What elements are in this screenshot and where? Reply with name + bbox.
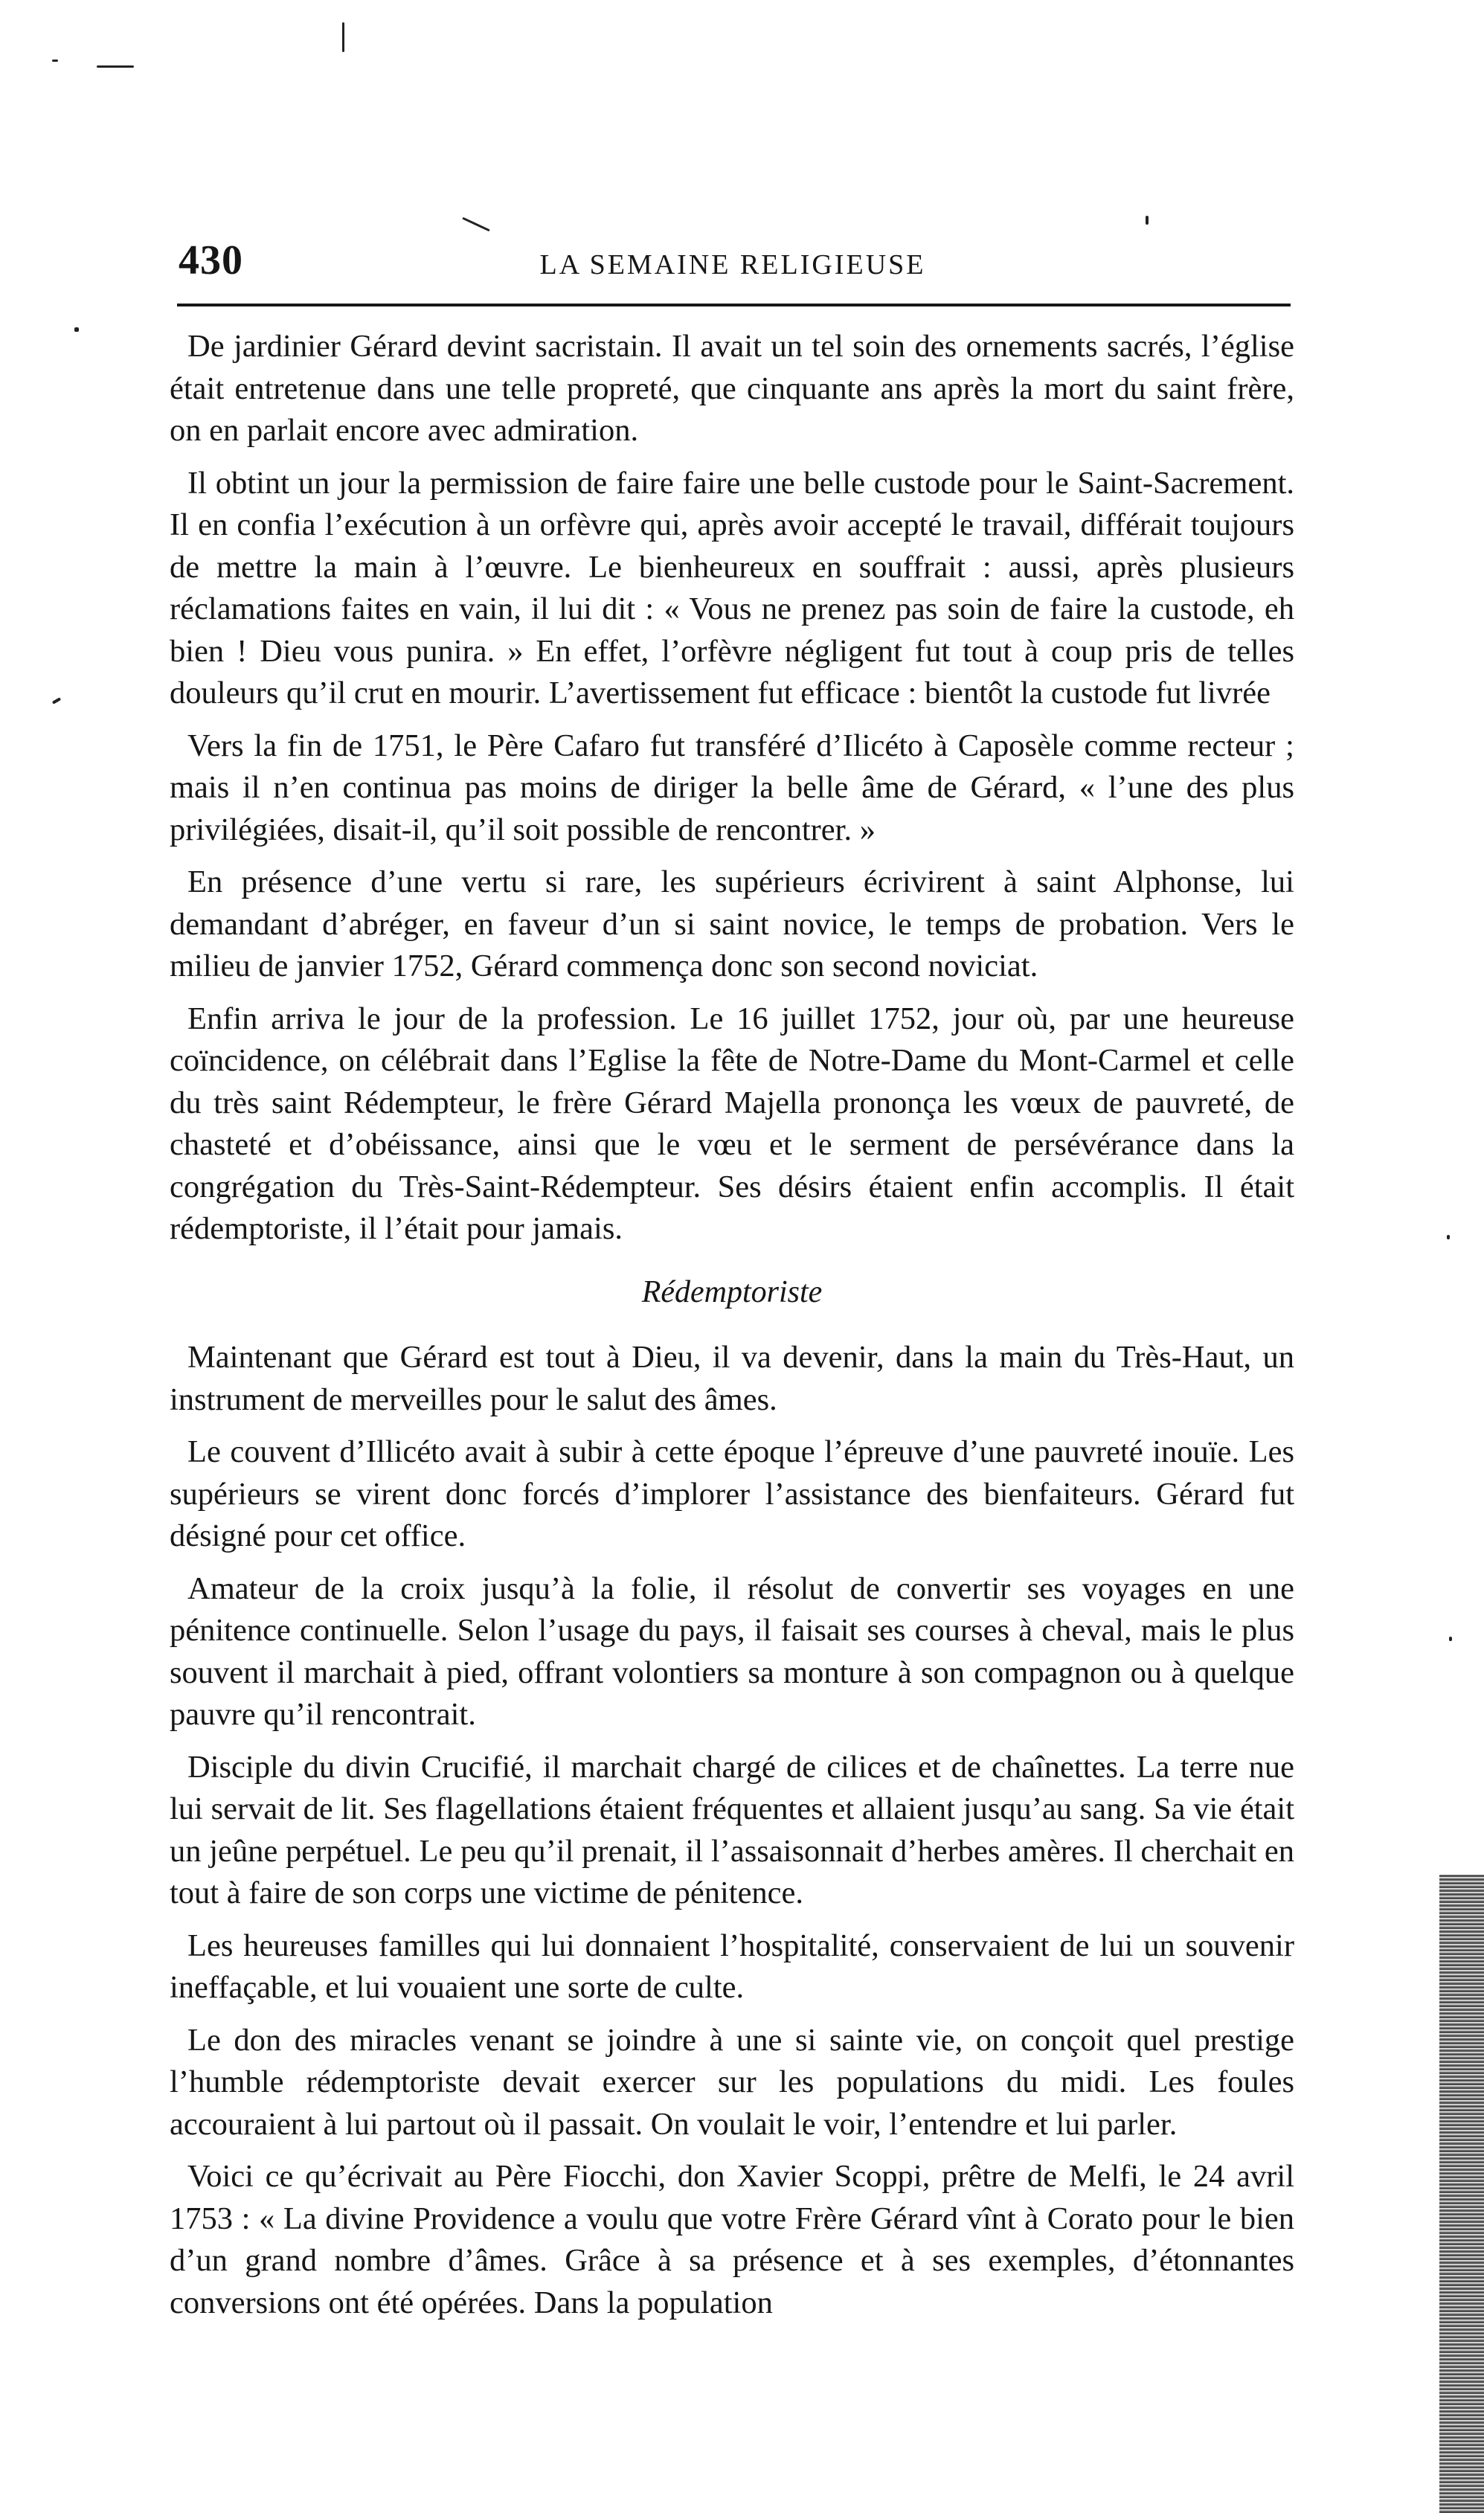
paragraph: Le couvent d’Illicéto avait à subir à cette époque l’épreuve d’une pauvreté inouïe. Les supérieurs se virent donc forcés d’implorer l’assistance des bienfaiteurs. Gérard fut désigné pour cet office. [170, 1434, 1294, 1553]
paragraph: En présence d’une vertu si rare, les supérieurs écrivirent à saint Alphonse, lui demandant d’abréger, en faveur d’un si saint novice, le temps de probation. Vers le milieu de janvier 1752, Gérard commença donc son second noviciat. [170, 864, 1294, 983]
page-header [179, 237, 1287, 289]
scan-speck [1447, 1235, 1450, 1239]
paragraph: Voici ce qu’écrivait au Père Fiocchi, don Xavier Scoppi, prêtre de Melfi, le 24 avril 1753 : « La divine Providence a voulu que votre Frère Gérard vînt à Corato pour le bien d’un grand nombre d’âmes. Grâce à sa présence et à ses exemples, d’étonnantes conversions ont été opérées. Dans la population [170, 2159, 1294, 2320]
scan-speck [342, 22, 344, 52]
scan-speck [52, 60, 58, 62]
paragraph: De jardinier Gérard devint sacristain. Il avait un tel soin des ornements sacrés, l’église était entretenue dans une telle propreté, que cinquante ans après la mort du saint frère, on en parlait encore avec admiration. [170, 329, 1294, 448]
scan-speck [1449, 1637, 1452, 1641]
header-rule [177, 304, 1291, 306]
paragraph: Maintenant que Gérard est tout à Dieu, il va devenir, dans la main du Très-Haut, un instrument de merveilles pour le salut des âmes. [170, 1340, 1294, 1417]
body-text [170, 326, 1294, 2334]
scan-speck [74, 327, 79, 332]
paragraph: Disciple du divin Crucifié, il marchait chargé de cilices et de chaînettes. La terre nue lui servait de lit. Ses flagellations étaient fréquentes et allaient jusqu’au sang. Sa vie était un jeûne perpétuel. Le peu qu’il prenait, il l’assaisonnait d’herbes amères. Il cherchait en tout à faire de son corps une victime de pénitence. [170, 1749, 1294, 1910]
paragraph: Les heureuses familles qui lui donnaient l’hospitalité, conservaient de lui un souvenir ineffaçable, et lui vouaient une sorte de culte. [170, 1928, 1294, 2005]
paragraph: Amateur de la croix jusqu’à la folie, il résolut de convertir ses voyages en une pénitence continuelle. Selon l’usage du pays, il faisait ses courses à cheval, mais le plus souvent il marchait à pied, offrant volontiers sa monture à son compagnon ou à quelque pauvre qu’il rencontrait. [170, 1570, 1294, 1732]
scan-speck [1146, 216, 1149, 225]
section-heading: Rédemptoriste [641, 1274, 823, 1309]
paragraph: Vers la fin de 1751, le Père Cafaro fut transféré d’Ilicéto à Caposèle comme recteur ; mais il n’en continua pas moins de diriger la belle âme de Gérard, « l’une des plus privilégiées, disait-il, qu’il soit possible de rencontrer. » [170, 728, 1294, 847]
scan-speck [97, 65, 134, 68]
running-title: LA SEMAINE RELIGIEUSE [539, 249, 926, 280]
paragraph: Il obtint un jour la permission de faire faire une belle custode pour le Saint-Sacrement. Il en confia l’exécution à un orfèvre qui, après avoir accepté le travail, différait toujours de mettre la main à l’œuvre. Le bienheureux en souffrait : aussi, après plusieurs réclamations faites en vain, il lui dit : « Vous ne prenez pas soin de faire la custode, eh bien ! Dieu vous punira. » En effet, l’orfèvre négligent fut tout à coup pris de telles douleurs qu’il crut en mourir. L’avertissement fut efficace : bientôt la custode fut livrée [170, 465, 1294, 710]
scan-speck [52, 697, 61, 704]
paragraph: Enfin arriva le jour de la profession. Le 16 juillet 1752, jour où, par une heureuse coïncidence, on célébrait dans l’Eglise la fête de Notre-Dame du Mont-Carmel et celle du très saint Rédempteur, le frère Gérard Majella prononça les vœux de pauvreté, de chasteté et d’obéissance, ainsi que le vœu et le serment de persévérance dans la congrégation du Très-Saint-Rédempteur. Ses désirs étaient enfin accomplis. Il était rédemptoriste, il l’était pour jamais. [170, 1001, 1294, 1246]
page-number: 430 [179, 237, 243, 283]
paragraph: Le don des miracles venant se joindre à une si sainte vie, on conçoit quel prestige l’humble rédemptoriste devait exercer sur les populations du midi. Les foules accouraient à lui partout où il passait. On voulait le voir, l’entendre et lui parler. [170, 2022, 1294, 2142]
scan-edge-artifact [1439, 1875, 1484, 2513]
scan-speck [462, 217, 490, 232]
